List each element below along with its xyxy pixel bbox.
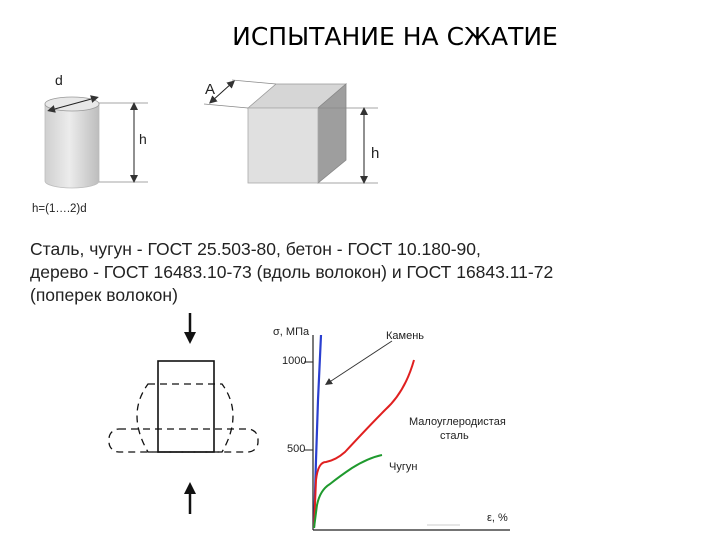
cylinder-height-label: h: [139, 131, 147, 147]
size-ratio-formula: h=(1….2)d: [32, 203, 87, 215]
series-label-stone: Камень: [386, 330, 425, 342]
barrel-shape: [137, 384, 233, 452]
y-axis-label: σ, МПа: [273, 326, 310, 338]
series-line-steel: [314, 360, 414, 528]
series-label-steel-2: сталь: [440, 430, 469, 442]
cube-edge-label: A: [205, 81, 216, 98]
standards-line-2: дерево - ГОСТ 16483.10-73 (вдоль волокон) и ГОСТ 16843.11-72: [30, 262, 554, 282]
series-label-steel: Малоуглеродистая: [409, 416, 506, 428]
initial-specimen: [158, 361, 214, 452]
load-arrow-top: [184, 332, 196, 344]
deformation-schematic: [109, 313, 258, 514]
y-tick-label-500: 500: [287, 443, 306, 455]
standards-line-1: Сталь, чугун - ГОСТ 25.503-80, бетон - ГОСТ 10.180-90,: [30, 239, 481, 259]
load-arrow-bottom: [184, 482, 196, 494]
cube-height-label: h: [371, 145, 380, 162]
compression-chart: [304, 335, 510, 530]
series-line-cast-iron: [314, 455, 382, 528]
cube-specimen: [204, 80, 378, 183]
x-axis-label: ε, %: [487, 512, 508, 524]
series-label-cast-iron: Чугун: [389, 461, 418, 473]
diameter-label: d: [55, 72, 63, 88]
page-title: ИСПЫТАНИЕ НА СЖАТИЕ: [232, 22, 558, 51]
cylinder-specimen: [45, 97, 148, 188]
standards-line-3: (поперек волокон): [30, 285, 178, 305]
flattened-shape: [109, 429, 258, 452]
y-tick-label-1000: 1000: [282, 355, 307, 367]
stone-pointer: [328, 341, 392, 383]
standards-text: [30, 238, 670, 307]
